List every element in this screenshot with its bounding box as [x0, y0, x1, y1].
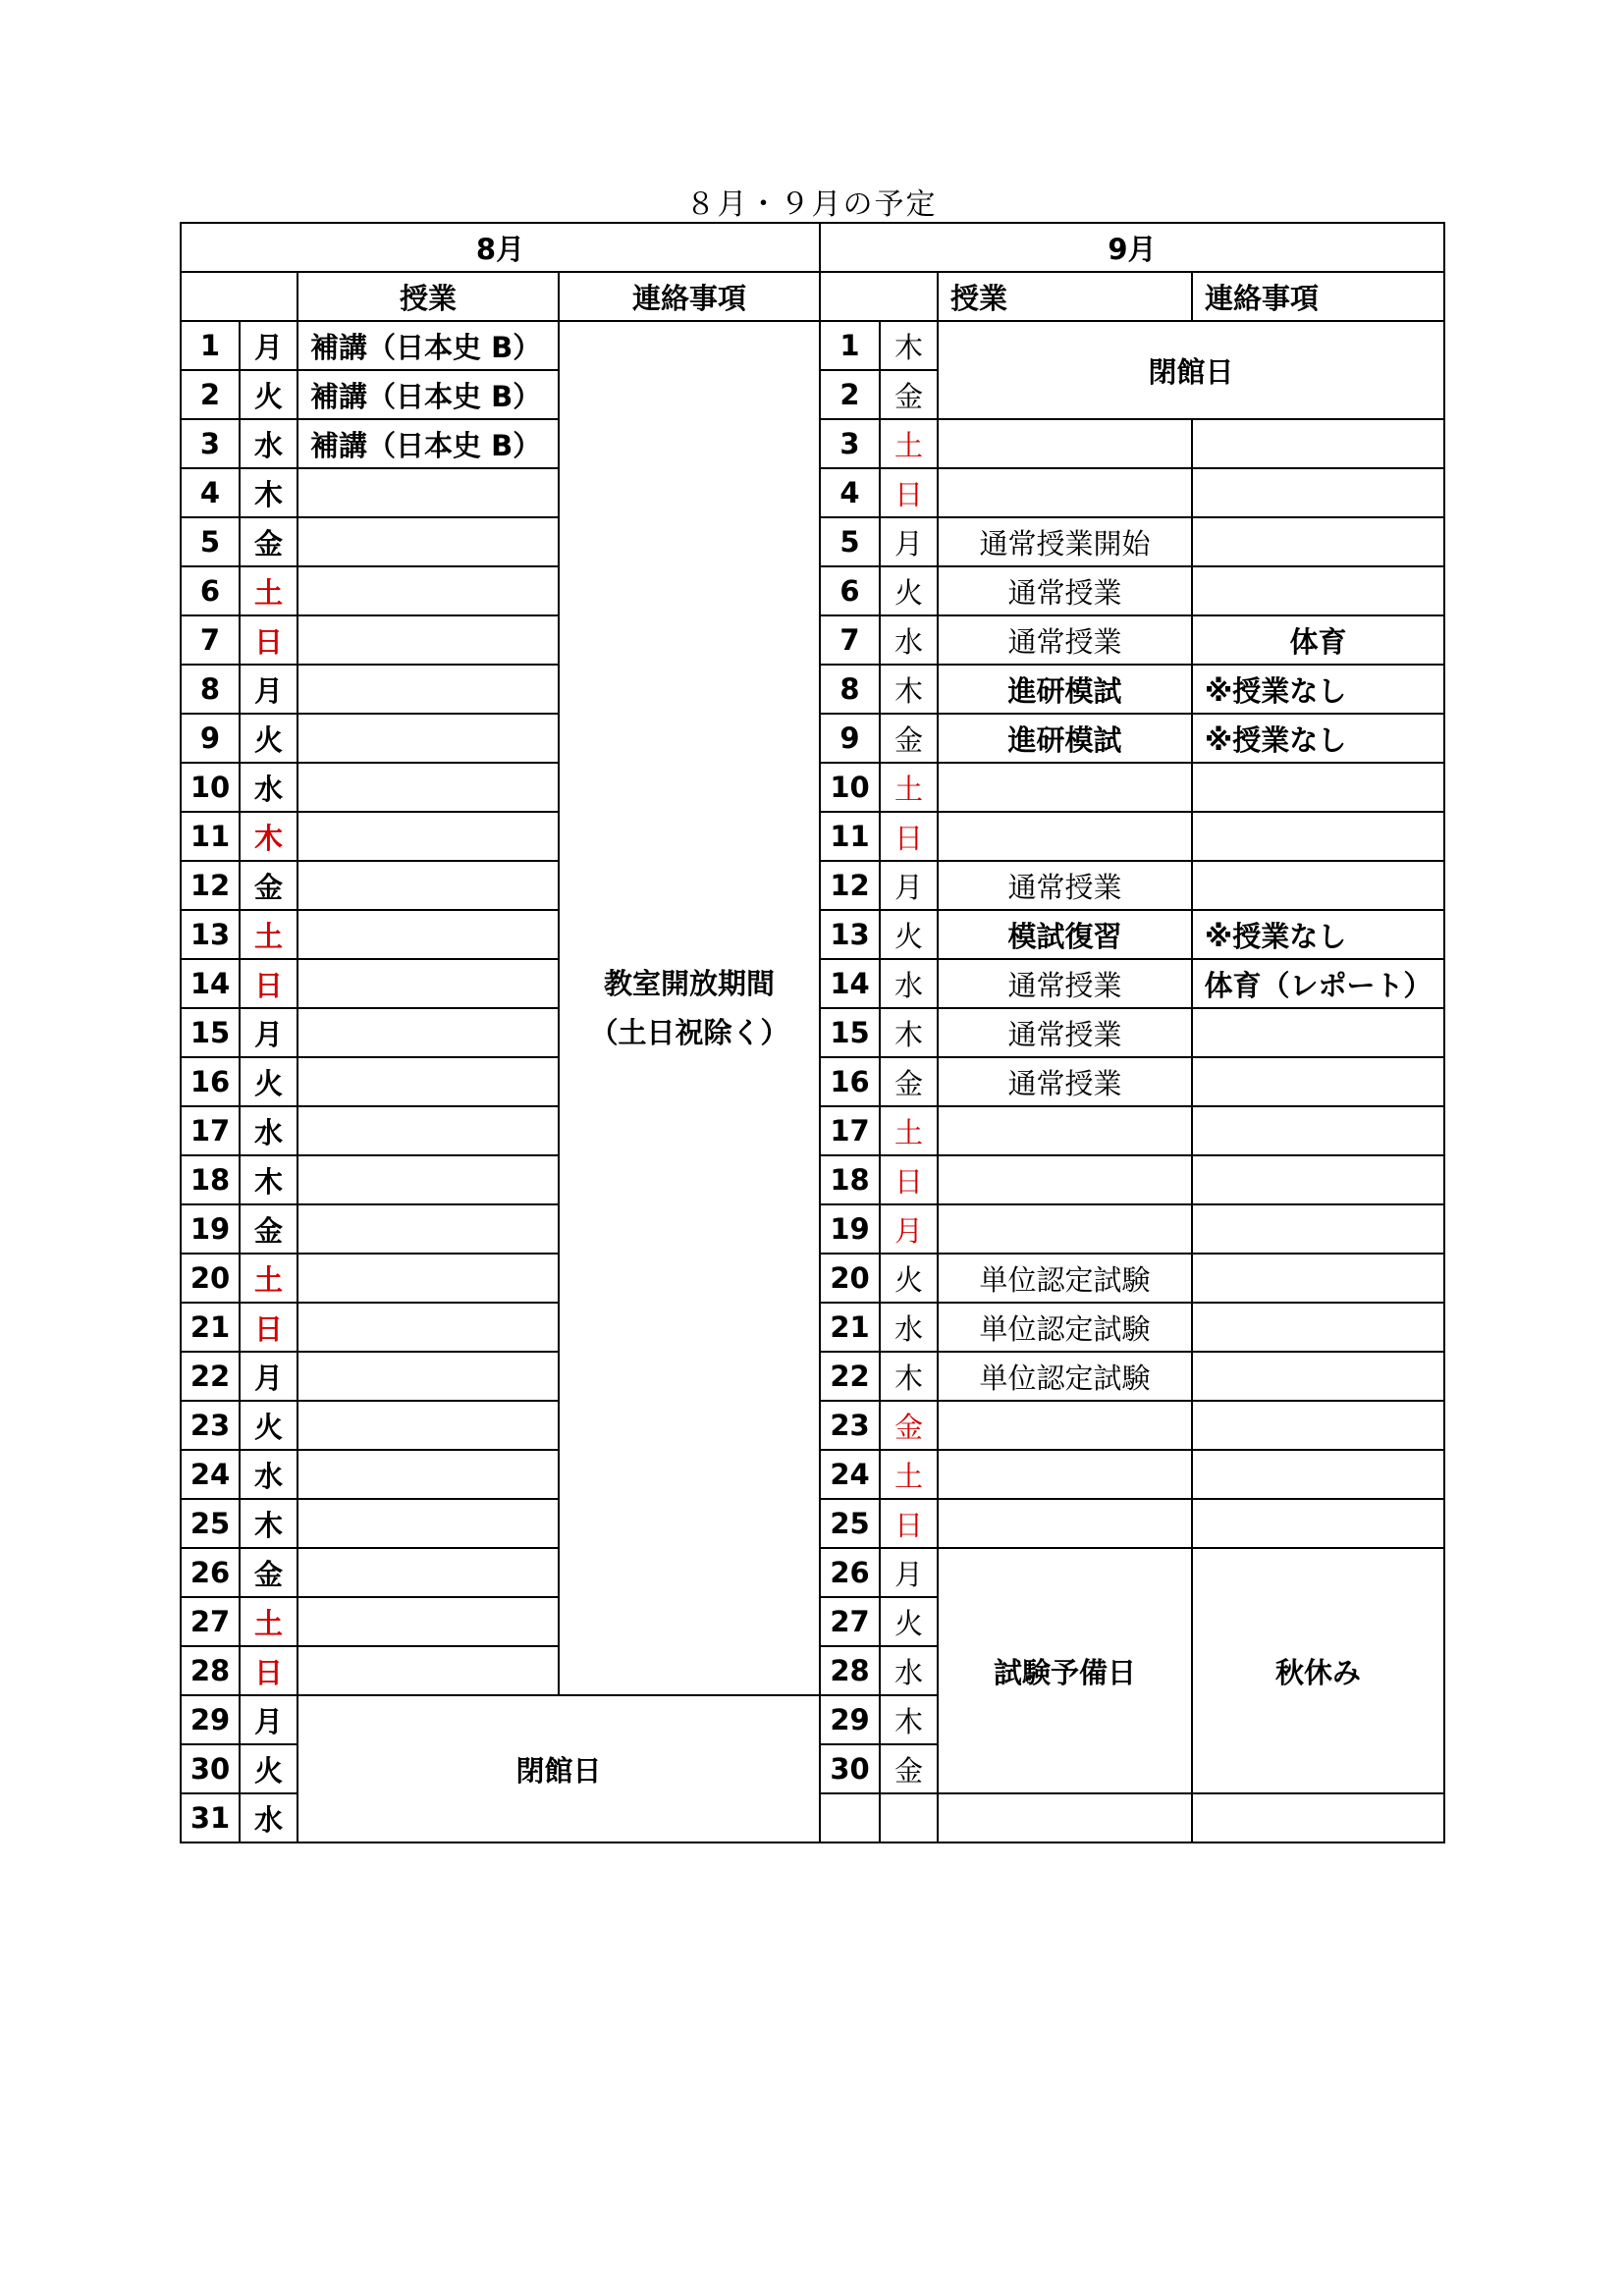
sep-weekday: 月 — [880, 1204, 938, 1254]
aug-weekday: 木 — [240, 1499, 298, 1548]
sep-weekday: 火 — [880, 910, 938, 959]
aug-day-number: 5 — [181, 517, 240, 566]
aug-class-cell — [298, 1499, 559, 1548]
aug-weekday: 月 — [240, 665, 298, 714]
sep-day-number: 29 — [820, 1695, 880, 1744]
sep-note-cell — [1192, 1106, 1444, 1155]
sep-note-cell: ※授業なし — [1192, 714, 1444, 763]
sep-weekday: 火 — [880, 566, 938, 615]
sep-day-number: 4 — [820, 468, 880, 517]
sep-weekday: 日 — [880, 1499, 938, 1548]
sep-class-cell: 通常授業 — [938, 861, 1192, 910]
sep-class-cell: 単位認定試験 — [938, 1254, 1192, 1303]
sep-day-number: 13 — [820, 910, 880, 959]
open-classroom-label: 教室開放期間 — [603, 967, 775, 1000]
aug-day-number: 4 — [181, 468, 240, 517]
aug-weekday: 日 — [240, 615, 298, 665]
aug-closed-merged: 閉館日 — [298, 1695, 820, 1842]
aug-weekday: 土 — [240, 910, 298, 959]
aug-weekday: 日 — [240, 959, 298, 1008]
sep-note-cell — [1192, 419, 1444, 468]
aug-weekday: 金 — [240, 1204, 298, 1254]
sep-note-header: 連絡事項 — [1192, 272, 1444, 321]
sep-class-cell — [938, 763, 1192, 812]
sep-note-cell: 体育（レポート） — [1192, 959, 1444, 1008]
sep-weekday: 木 — [880, 1008, 938, 1057]
sep-weekday: 水 — [880, 1303, 938, 1352]
sep-weekday: 水 — [880, 959, 938, 1008]
aug-weekday: 水 — [240, 1106, 298, 1155]
aug-class-cell — [298, 1057, 559, 1106]
aug-day-number: 21 — [181, 1303, 240, 1352]
aug-class-cell — [298, 1204, 559, 1254]
aug-weekday: 水 — [240, 1450, 298, 1499]
aug-day-number: 27 — [181, 1597, 240, 1646]
sep-day-number — [820, 1793, 880, 1842]
aug-weekday: 火 — [240, 370, 298, 419]
aug-weekday: 水 — [240, 763, 298, 812]
aug-day-number: 10 — [181, 763, 240, 812]
aug-class-cell: 補講（日本史 B） — [298, 419, 559, 468]
aug-class-cell — [298, 763, 559, 812]
sep-day-number: 15 — [820, 1008, 880, 1057]
sep-class-cell: 模試復習 — [938, 910, 1192, 959]
sep-day-number: 20 — [820, 1254, 880, 1303]
sep-day-number: 11 — [820, 812, 880, 861]
sep-day-number: 14 — [820, 959, 880, 1008]
aug-weekday: 水 — [240, 419, 298, 468]
aug-weekday: 土 — [240, 566, 298, 615]
sep-note-cell — [1192, 468, 1444, 517]
sep-class-cell — [938, 1793, 1192, 1842]
sep-note-cell — [1192, 1499, 1444, 1548]
sep-day-number: 5 — [820, 517, 880, 566]
sep-day-number: 6 — [820, 566, 880, 615]
sep-weekday: 木 — [880, 321, 938, 370]
aug-day-number: 7 — [181, 615, 240, 665]
sep-note-cell — [1192, 1008, 1444, 1057]
aug-weekday: 水 — [240, 1793, 298, 1842]
sep-day-number: 24 — [820, 1450, 880, 1499]
sep-day-number: 10 — [820, 763, 880, 812]
sep-class-cell: 進研模試 — [938, 665, 1192, 714]
sep-class-cell — [938, 1155, 1192, 1204]
sep-note-cell — [1192, 1204, 1444, 1254]
aug-class-cell — [298, 910, 559, 959]
sep-class-header: 授業 — [938, 272, 1192, 321]
sep-weekday: 金 — [880, 1401, 938, 1450]
sep-day-number: 17 — [820, 1106, 880, 1155]
aug-class-cell — [298, 714, 559, 763]
aug-class-cell — [298, 1155, 559, 1204]
sep-weekday: 木 — [880, 665, 938, 714]
aug-weekday: 火 — [240, 714, 298, 763]
aug-class-cell — [298, 1597, 559, 1646]
sep-day-number: 26 — [820, 1548, 880, 1597]
sep-weekday: 日 — [880, 1155, 938, 1204]
sep-closed-merged: 閉館日 — [938, 321, 1444, 419]
sep-weekday: 水 — [880, 615, 938, 665]
sep-autumn-break-merged: 秋休み — [1192, 1548, 1444, 1793]
sep-class-cell — [938, 1499, 1192, 1548]
sep-note-cell — [1192, 812, 1444, 861]
aug-weekday: 火 — [240, 1057, 298, 1106]
sep-note-cell — [1192, 1352, 1444, 1401]
aug-day-number: 9 — [181, 714, 240, 763]
sep-class-cell: 通常授業 — [938, 959, 1192, 1008]
sep-class-cell — [938, 812, 1192, 861]
sep-weekday: 土 — [880, 1450, 938, 1499]
sep-day-number: 9 — [820, 714, 880, 763]
aug-day-number: 25 — [181, 1499, 240, 1548]
sep-day-number: 18 — [820, 1155, 880, 1204]
aug-day-number: 31 — [181, 1793, 240, 1842]
sep-weekday: 土 — [880, 419, 938, 468]
aug-day-number: 1 — [181, 321, 240, 370]
aug-class-cell — [298, 517, 559, 566]
sep-weekday: 火 — [880, 1254, 938, 1303]
sep-day-number: 21 — [820, 1303, 880, 1352]
aug-day-number: 8 — [181, 665, 240, 714]
aug-class-cell — [298, 1450, 559, 1499]
aug-class-cell — [298, 1646, 559, 1695]
aug-day-number: 19 — [181, 1204, 240, 1254]
sep-weekday: 木 — [880, 1695, 938, 1744]
aug-class-header: 授業 — [298, 272, 559, 321]
aug-weekday: 金 — [240, 1548, 298, 1597]
aug-class-cell — [298, 1401, 559, 1450]
month-header-aug: 8月 — [181, 223, 820, 272]
sep-class-cell: 単位認定試験 — [938, 1303, 1192, 1352]
sep-exam-reserve-merged: 試験予備日 — [938, 1548, 1192, 1793]
sep-day-number: 1 — [820, 321, 880, 370]
sep-class-cell — [938, 468, 1192, 517]
sep-weekday: 金 — [880, 370, 938, 419]
aug-day-number: 16 — [181, 1057, 240, 1106]
aug-day-number: 3 — [181, 419, 240, 468]
sep-day-number: 19 — [820, 1204, 880, 1254]
aug-day-number: 24 — [181, 1450, 240, 1499]
aug-weekday: 木 — [240, 1155, 298, 1204]
sep-note-cell — [1192, 763, 1444, 812]
sep-class-cell: 通常授業 — [938, 566, 1192, 615]
aug-class-cell — [298, 665, 559, 714]
aug-day-number: 22 — [181, 1352, 240, 1401]
aug-weekday: 土 — [240, 1254, 298, 1303]
sep-note-cell — [1192, 861, 1444, 910]
sep-class-cell — [938, 1450, 1192, 1499]
sep-weekday: 木 — [880, 1352, 938, 1401]
aug-class-cell — [298, 566, 559, 615]
sep-note-cell: 体育 — [1192, 615, 1444, 665]
aug-weekday: 金 — [240, 861, 298, 910]
aug-weekday: 火 — [240, 1401, 298, 1450]
aug-day-number: 26 — [181, 1548, 240, 1597]
aug-weekday: 金 — [240, 517, 298, 566]
aug-weekday: 木 — [240, 812, 298, 861]
aug-class-cell: 補講（日本史 B） — [298, 321, 559, 370]
sep-weekday: 金 — [880, 714, 938, 763]
aug-notes-merged — [559, 321, 820, 1695]
month-header-sep: 9月 — [820, 223, 1444, 272]
sep-day-number: 16 — [820, 1057, 880, 1106]
sep-day-number: 2 — [820, 370, 880, 419]
table-row — [181, 321, 1444, 370]
sep-weekday: 水 — [880, 1646, 938, 1695]
aug-day-number: 13 — [181, 910, 240, 959]
aug-weekday: 日 — [240, 1303, 298, 1352]
schedule-table — [180, 222, 1445, 1843]
sep-weekday: 金 — [880, 1057, 938, 1106]
sep-class-cell: 通常授業開始 — [938, 517, 1192, 566]
sep-note-cell: ※授業なし — [1192, 665, 1444, 714]
sep-day-number: 30 — [820, 1744, 880, 1793]
sep-weekday: 日 — [880, 468, 938, 517]
aug-day-number: 17 — [181, 1106, 240, 1155]
sep-note-cell — [1192, 1303, 1444, 1352]
aug-class-cell — [298, 812, 559, 861]
aug-day-number: 28 — [181, 1646, 240, 1695]
sep-day-number: 12 — [820, 861, 880, 910]
sep-day-number: 27 — [820, 1597, 880, 1646]
sep-note-cell — [1192, 1401, 1444, 1450]
sep-weekday: 日 — [880, 812, 938, 861]
aug-weekday: 月 — [240, 1695, 298, 1744]
sep-class-cell: 通常授業 — [938, 1057, 1192, 1106]
sep-day-number: 3 — [820, 419, 880, 468]
aug-weekday: 月 — [240, 1008, 298, 1057]
sep-weekday: 金 — [880, 1744, 938, 1793]
sep-note-cell: ※授業なし — [1192, 910, 1444, 959]
sep-day-number: 25 — [820, 1499, 880, 1548]
aug-class-cell — [298, 468, 559, 517]
sep-weekday: 土 — [880, 1106, 938, 1155]
aug-day-number: 18 — [181, 1155, 240, 1204]
sep-class-cell: 通常授業 — [938, 1008, 1192, 1057]
aug-weekday: 月 — [240, 1352, 298, 1401]
aug-class-cell — [298, 1303, 559, 1352]
sep-note-cell — [1192, 517, 1444, 566]
sep-class-cell: 単位認定試験 — [938, 1352, 1192, 1401]
aug-note-header: 連絡事項 — [559, 272, 820, 321]
sep-class-cell — [938, 1204, 1192, 1254]
aug-day-number: 2 — [181, 370, 240, 419]
aug-day-number: 20 — [181, 1254, 240, 1303]
sep-date-header — [820, 272, 938, 321]
sep-weekday: 土 — [880, 763, 938, 812]
aug-class-cell — [298, 1352, 559, 1401]
aug-class-cell — [298, 1106, 559, 1155]
sep-note-cell — [1192, 1793, 1444, 1842]
sep-day-number: 7 — [820, 615, 880, 665]
aug-class-cell — [298, 1548, 559, 1597]
sep-day-number: 22 — [820, 1352, 880, 1401]
open-classroom-sub: （土日祝除く） — [589, 1016, 789, 1049]
aug-day-number: 15 — [181, 1008, 240, 1057]
sep-weekday: 月 — [880, 1548, 938, 1597]
aug-day-number: 29 — [181, 1695, 240, 1744]
page-title: ８月・９月の予定 — [685, 187, 938, 222]
aug-class-cell — [298, 1008, 559, 1057]
aug-date-header — [181, 272, 298, 321]
sep-class-cell: 通常授業 — [938, 615, 1192, 665]
aug-day-number: 6 — [181, 566, 240, 615]
sep-weekday — [880, 1793, 938, 1842]
sep-weekday: 月 — [880, 861, 938, 910]
sep-weekday: 火 — [880, 1597, 938, 1646]
aug-day-number: 23 — [181, 1401, 240, 1450]
sep-note-cell — [1192, 1155, 1444, 1204]
aug-class-cell — [298, 615, 559, 665]
aug-class-cell — [298, 1254, 559, 1303]
aug-weekday: 土 — [240, 1597, 298, 1646]
aug-weekday: 火 — [240, 1744, 298, 1793]
sep-class-cell — [938, 1401, 1192, 1450]
sep-note-cell — [1192, 1057, 1444, 1106]
sep-note-cell — [1192, 1254, 1444, 1303]
aug-day-number: 12 — [181, 861, 240, 910]
aug-weekday: 月 — [240, 321, 298, 370]
aug-weekday: 日 — [240, 1646, 298, 1695]
sep-class-cell — [938, 419, 1192, 468]
sep-day-number: 23 — [820, 1401, 880, 1450]
aug-day-number: 14 — [181, 959, 240, 1008]
aug-class-cell — [298, 959, 559, 1008]
sep-note-cell — [1192, 566, 1444, 615]
sep-weekday: 月 — [880, 517, 938, 566]
aug-class-cell: 補講（日本史 B） — [298, 370, 559, 419]
aug-weekday: 木 — [240, 468, 298, 517]
sep-class-cell — [938, 1106, 1192, 1155]
sep-day-number: 28 — [820, 1646, 880, 1695]
aug-day-number: 30 — [181, 1744, 240, 1793]
sep-day-number: 8 — [820, 665, 880, 714]
aug-day-number: 11 — [181, 812, 240, 861]
sep-class-cell: 進研模試 — [938, 714, 1192, 763]
sep-note-cell — [1192, 1450, 1444, 1499]
aug-class-cell — [298, 861, 559, 910]
